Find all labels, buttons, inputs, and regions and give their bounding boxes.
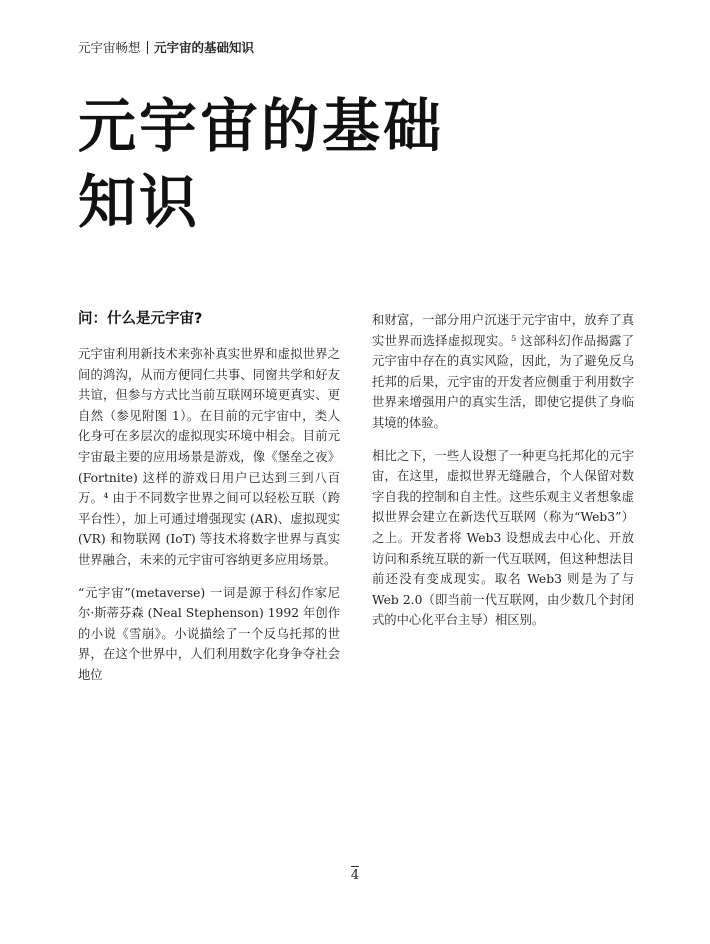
right-column bbox=[372, 310, 634, 643]
body-paragraph: 和财富，一部分用户沉迷于元宇宙中，放弃了真实世界而选择虚拟现实。⁵ 这部科幻作品揭露了元宇宙中存在的真实风险，因此，为了避免反乌托邦的后果，元宇宙的开发者应侧重于利用数字世界来增强用户的真实生活，即使它提供了身临其境的体验。 bbox=[372, 313, 634, 430]
chapter-title: 元宇宙的基础知识 bbox=[154, 40, 255, 55]
section-question: 问：什么是元宇宙? bbox=[78, 311, 203, 327]
body-paragraph: 元宇宙利用新技术来弥补真实世界和虚拟世界之间的鸿沟，从而方便同仁共事、同窗共学和好友共谊，但参与方式比当前互联网环境更真实、更自然（参见附图 1）。在目前的元宇宙中，类人化身可在多层次的虚拟现实环境中相会。目前元宇宙最主要的应用场景是游戏，像《堡垒之夜》(Fortnite) 这样的游戏日用户已达到三到八百万。⁴ 由于不同数字世界之间可以轻松互联（跨平台性），加上可通过增强现实 (AR)、虚拟现实 (VR) 和物联网 (IoT) 等技术将数字世界与真实世界融合，未来的元宇宙可容纳更多应用场景。 bbox=[78, 347, 340, 567]
page-number bbox=[0, 866, 710, 883]
body-paragraph: “元宇宙”(metaverse) 一词是源于科幻作家尼尔·斯蒂芬森 (Neal Stephenson) 1992 年创作的小说《雪崩》。小说描绘了一个反乌托邦的世界，在这个世界中，人们利用数字化身争夺社会地位 bbox=[78, 585, 340, 682]
body-paragraph: 相比之下，一些人设想了一种更乌托邦化的元宇宙，在这里，虚拟世界无缝融合，个人保留对数字自我的控制和自主性。这些乐观主义者想象虚拟世界会建立在新迭代互联网（称为“Web3”）之上。开发者将 Web3 设想成去中心化、开放访问和系统互联的新一代互联网，但这种想法目前还没有变成现实。取名 Web3 则是为了与 Web 2.0（即当前一代互联网，由少数几个封闭式的中心化平台主导）相区别。 bbox=[372, 448, 634, 628]
left-column bbox=[78, 308, 340, 698]
page-title bbox=[78, 88, 638, 240]
book-title: 元宇宙畅想 bbox=[78, 40, 141, 55]
page-title-line-2: 知识 bbox=[78, 168, 201, 236]
running-header bbox=[78, 38, 254, 56]
page-title-line-1: 元宇宙的基础 bbox=[78, 92, 445, 160]
page-number-value: 4 bbox=[350, 868, 360, 883]
header-divider bbox=[147, 41, 149, 54]
